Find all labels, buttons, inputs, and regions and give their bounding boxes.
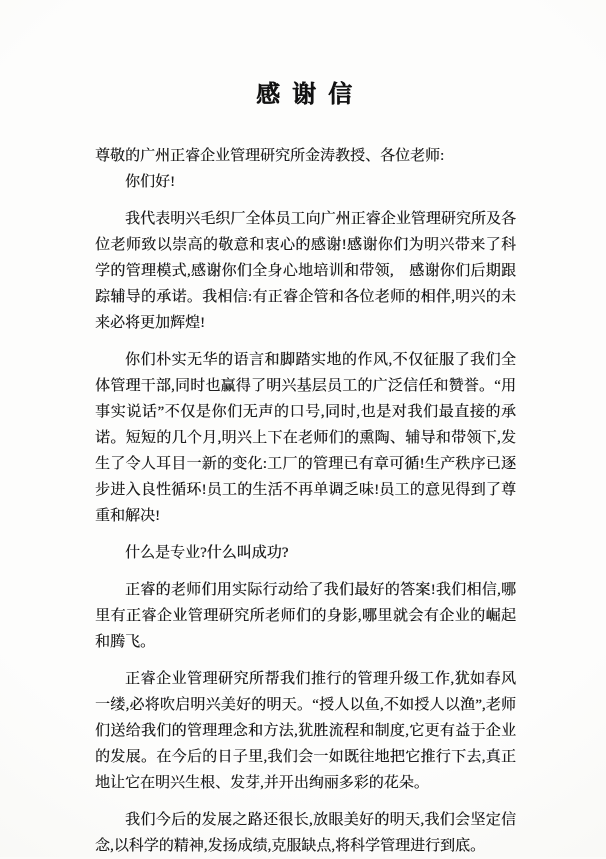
paragraph-question: 什么是专业?什么叫成功? <box>125 545 289 561</box>
paragraph-5: 我们今后的发展之路还很长,放眼美好的明天,我们会坚定信念,以科学的精神,发扬成绩,克服缺点,将科学管理进行到底。 <box>95 812 516 854</box>
paragraph-3: 正睿的老师们用实际行动给了我们最好的答案!我们相信,哪里有正睿企业管理研究所老师们的身影,哪里就会有企业的崛起和腾飞。 <box>95 582 516 650</box>
greeting: 你们好! <box>125 174 175 190</box>
letter-body <box>95 143 516 859</box>
salutation: 尊敬的广州正睿企业管理研究所金涛教授、各位老师: <box>95 148 445 164</box>
paragraph-4: 正睿企业管理研究所帮我们推行的管理升级工作,犹如春风一缕,必将吹启明兴美好的明天。“授人以鱼,不如授人以渔”,老师们送给我们的管理理念和方法,犹胜流程和制度,它更有益于企业的发展。在今后的日子里,我们会一如既往地把它推行下去,真正地让它在明兴生根、发芽,并开出绚丽多彩的花朵。 <box>95 671 516 791</box>
paragraph-1: 我代表明兴毛织厂全体员工向广州正睿企业管理研究所及各位老师致以崇高的敬意和衷心的感谢!感谢你们为明兴带来了科学的管理模式,感谢你们全身心地培训和带领, 感谢你们后期跟踪辅导的承诺。我相信:有正睿企管和各位老师的相伴,明兴的未来必将更加辉煌! <box>95 211 516 331</box>
letter-title: 感 谢 信 <box>256 82 355 108</box>
paragraph-2: 你们朴实无华的语言和脚踏实地的作风,不仅征服了我们全体管理干部,同时也赢得了明兴基层员工的广泛信任和赞誉。“用事实说话”不仅是你们无声的口号,同时,也是对我们最直接的承诺。短短的几个月,明兴上下在老师们的熏陶、辅导和带领下,发生了令人耳目一新的变化:工厂的管理已有章可循!生产秩序已逐步进入良性循环!员工的生活不再单调乏味!员工的意见得到了尊重和解决! <box>95 352 516 524</box>
